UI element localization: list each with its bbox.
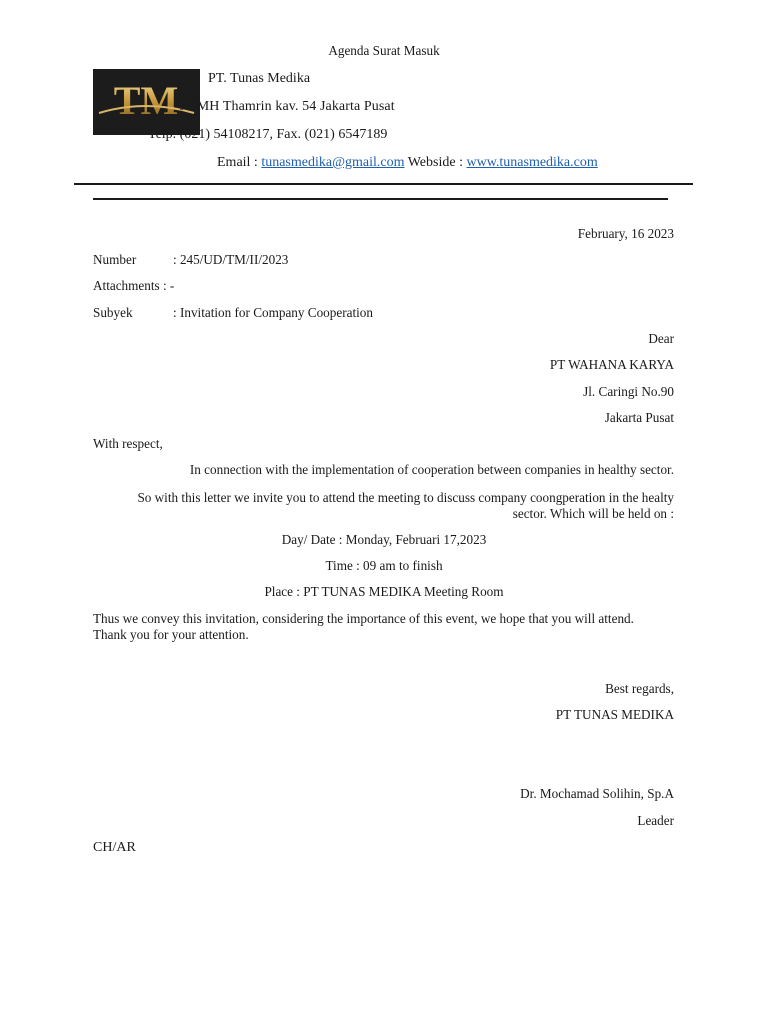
number-label: Number — [93, 252, 137, 267]
letter-date: February, 16 2023 — [577, 226, 674, 241]
email-link[interactable]: tunasmedika@gmail.com — [261, 155, 405, 170]
logo-lettering: TM — [113, 78, 179, 123]
recipient-name: PT WAHANA KARYA — [549, 357, 674, 372]
regards: Best regards, — [605, 681, 674, 696]
company-phone-fax: Telp. (021) 54108217, Fax. (021) 6547189 — [148, 127, 388, 142]
company-name: PT. Tunas Medika — [208, 71, 311, 86]
recipient-salutation: Dear — [648, 331, 674, 346]
attachments-row: Attachments : - — [93, 278, 175, 293]
signatory-position: Leader — [637, 813, 674, 828]
greeting: With respect, — [93, 436, 163, 451]
website-label: Webside : — [404, 155, 467, 170]
header-divider-bottom — [93, 198, 668, 200]
recipient-street: Jl. Caringi No.90 — [583, 384, 674, 399]
letterhead-title: Agenda Surat Masuk — [328, 43, 440, 58]
header-divider-top — [74, 183, 693, 185]
recipient-city: Jakarta Pusat — [604, 410, 674, 425]
typist-initials: CH/AR — [93, 840, 136, 855]
body-paragraph-2-line-1: So with this letter we invite you to attend the meeting to discuss company coongperation in the healty — [137, 490, 674, 505]
number-value: : 245/UD/TM/II/2023 — [173, 252, 289, 267]
closing-line-2: Thank you for your attention. — [93, 627, 249, 642]
company-contact-line — [217, 155, 598, 171]
closing-paragraph — [93, 611, 674, 643]
closing-line-1: Thus we convey this invitation, considering the importance of this event, we hope that you will attend. — [93, 611, 634, 626]
body-paragraph-2-line-2: sector. Which will be held on : — [512, 506, 674, 521]
body-paragraph-1: In connection with the implementation of cooperation between companies in healthy sector. — [189, 462, 674, 477]
letter-number-row — [93, 252, 288, 268]
signatory-name: Dr. Mochamad Solihin, Sp.A — [520, 786, 674, 801]
event-time: Time : 09 am to finish — [325, 558, 443, 573]
website-link[interactable]: www.tunasmedika.com — [466, 155, 598, 170]
subject-value: : Invitation for Company Cooperation — [173, 305, 373, 320]
sender-company: PT TUNAS MEDIKA — [555, 707, 674, 722]
event-place: Place : PT TUNAS MEDIKA Meeting Room — [264, 584, 504, 599]
company-address: Jl. MH Thamrin kav. 54 Jakarta Pusat — [180, 99, 395, 114]
subject-row — [93, 305, 373, 321]
subject-label: Subyek — [93, 305, 133, 320]
email-label: Email : — [217, 155, 262, 170]
event-date: Day/ Date : Monday, Februari 17,2023 — [281, 532, 487, 547]
body-paragraph-2 — [93, 490, 674, 522]
